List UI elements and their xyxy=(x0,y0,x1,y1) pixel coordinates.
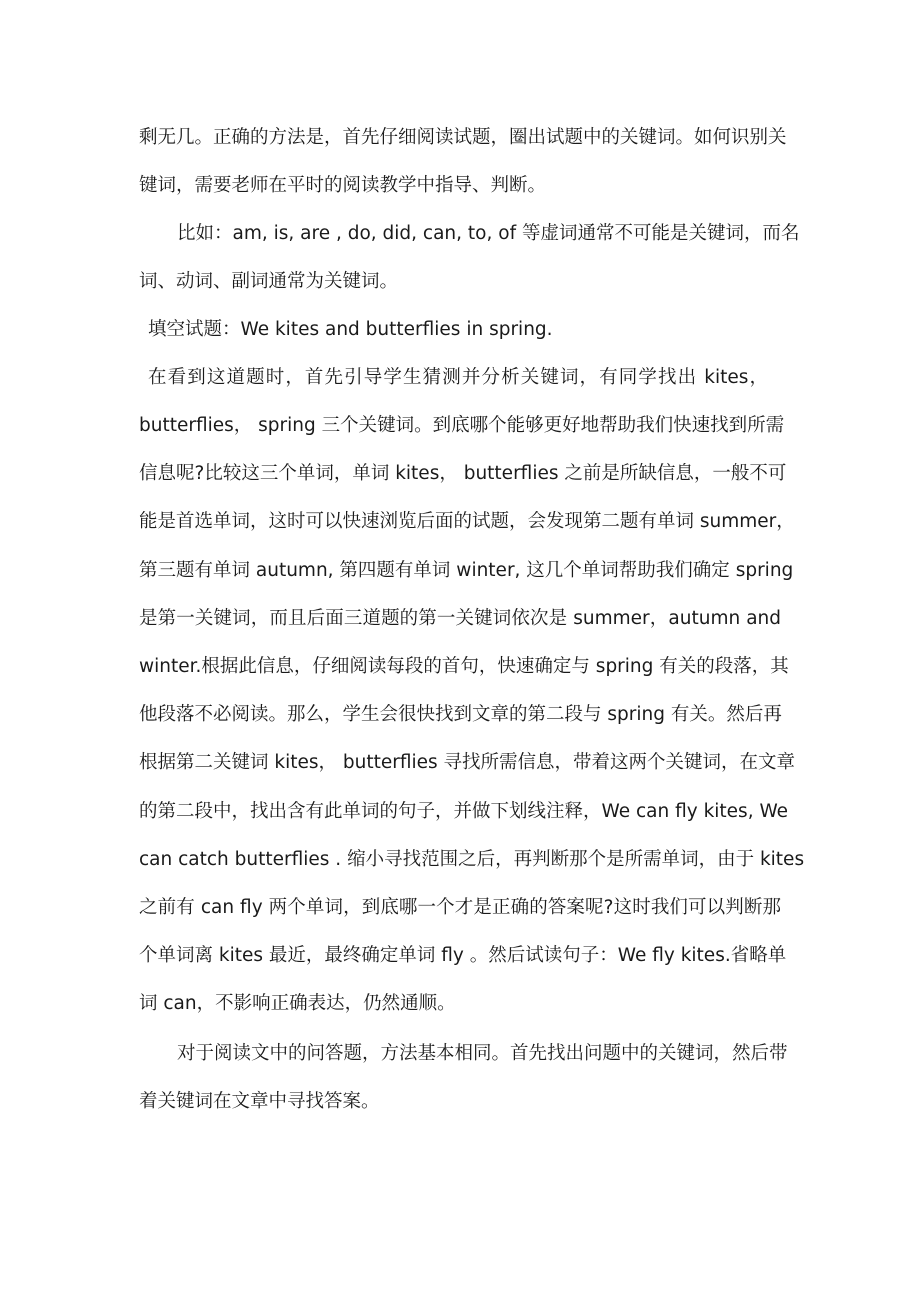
text-line: 词 can，不影响正确表达，仍然通顺。 xyxy=(139,993,456,1014)
text-line: winter.根据此信息，仔细阅读每段的首句，快速确定与 spring 有关的段落，其 xyxy=(139,656,789,677)
text-line: 第三题有单词 autumn, 第四题有单词 winter, 这几个单词帮助我们确定 spring xyxy=(139,560,794,581)
text-line: 他段落不必阅读。那么，学生会很快找到文章的第二段与 spring 有关。然后再 xyxy=(139,704,782,725)
text-line: 信息呢?比较这三个单词，单词 kites， butterflies 之前是所缺信息，一般不可 xyxy=(139,463,787,484)
text-line: 词、动词、副词通常为关键词。 xyxy=(139,271,399,292)
text-line: 剩无几。正确的方法是，首先仔细阅读试题，圈出试题中的关键词。如何识别关 xyxy=(139,127,787,148)
text-line: 对于阅读文中的问答题，方法基本相同。首先找出问题中的关键词，然后带 xyxy=(177,1043,788,1064)
text-line: 是第一关键词，而且后面三道题的第一关键词依次是 summer，autumn and xyxy=(139,608,781,629)
text-line: 个单词离 kites 最近，最终确定单词 fly 。然后试读句子：We fly kites.省略单 xyxy=(139,945,787,966)
text-line: 键词，需要老师在平时的阅读教学中指导、判断。 xyxy=(139,175,547,196)
text-line: 之前有 can fly 两个单词，到底哪一个才是正确的答案呢?这时我们可以判断那 xyxy=(139,897,781,918)
text-line: 着关键词在文章中寻找答案。 xyxy=(139,1091,380,1112)
text-line: 比如：am, is, are , do, did, can, to, of 等虚词通常不可能是关键词，而名 xyxy=(177,223,800,244)
text-line: 填空试题：We kites and butterflies in spring. xyxy=(148,319,553,340)
text-line: butterflies， spring 三个关键词。到底哪个能够更好地帮助我们快速找到所需 xyxy=(139,415,785,436)
text-line: 在看到这道题时，首先引导学生猜测并分析关键词，有同学找出 kites， xyxy=(148,367,768,388)
text-line: 根据第二关键词 kites， butterflies 寻找所需信息，带着这两个关键词，在文章 xyxy=(139,752,796,773)
text-line: can catch butterflies . 缩小寻找范围之后，再判断那个是所需单词，由于 kites xyxy=(139,849,805,870)
text-line: 能是首选单词，这时可以快速浏览后面的试题，会发现第二题有单词 summer， xyxy=(139,511,795,532)
text-line: 的第二段中，找出含有此单词的句子，并做下划线注释，We can fly kites, We xyxy=(139,801,789,822)
